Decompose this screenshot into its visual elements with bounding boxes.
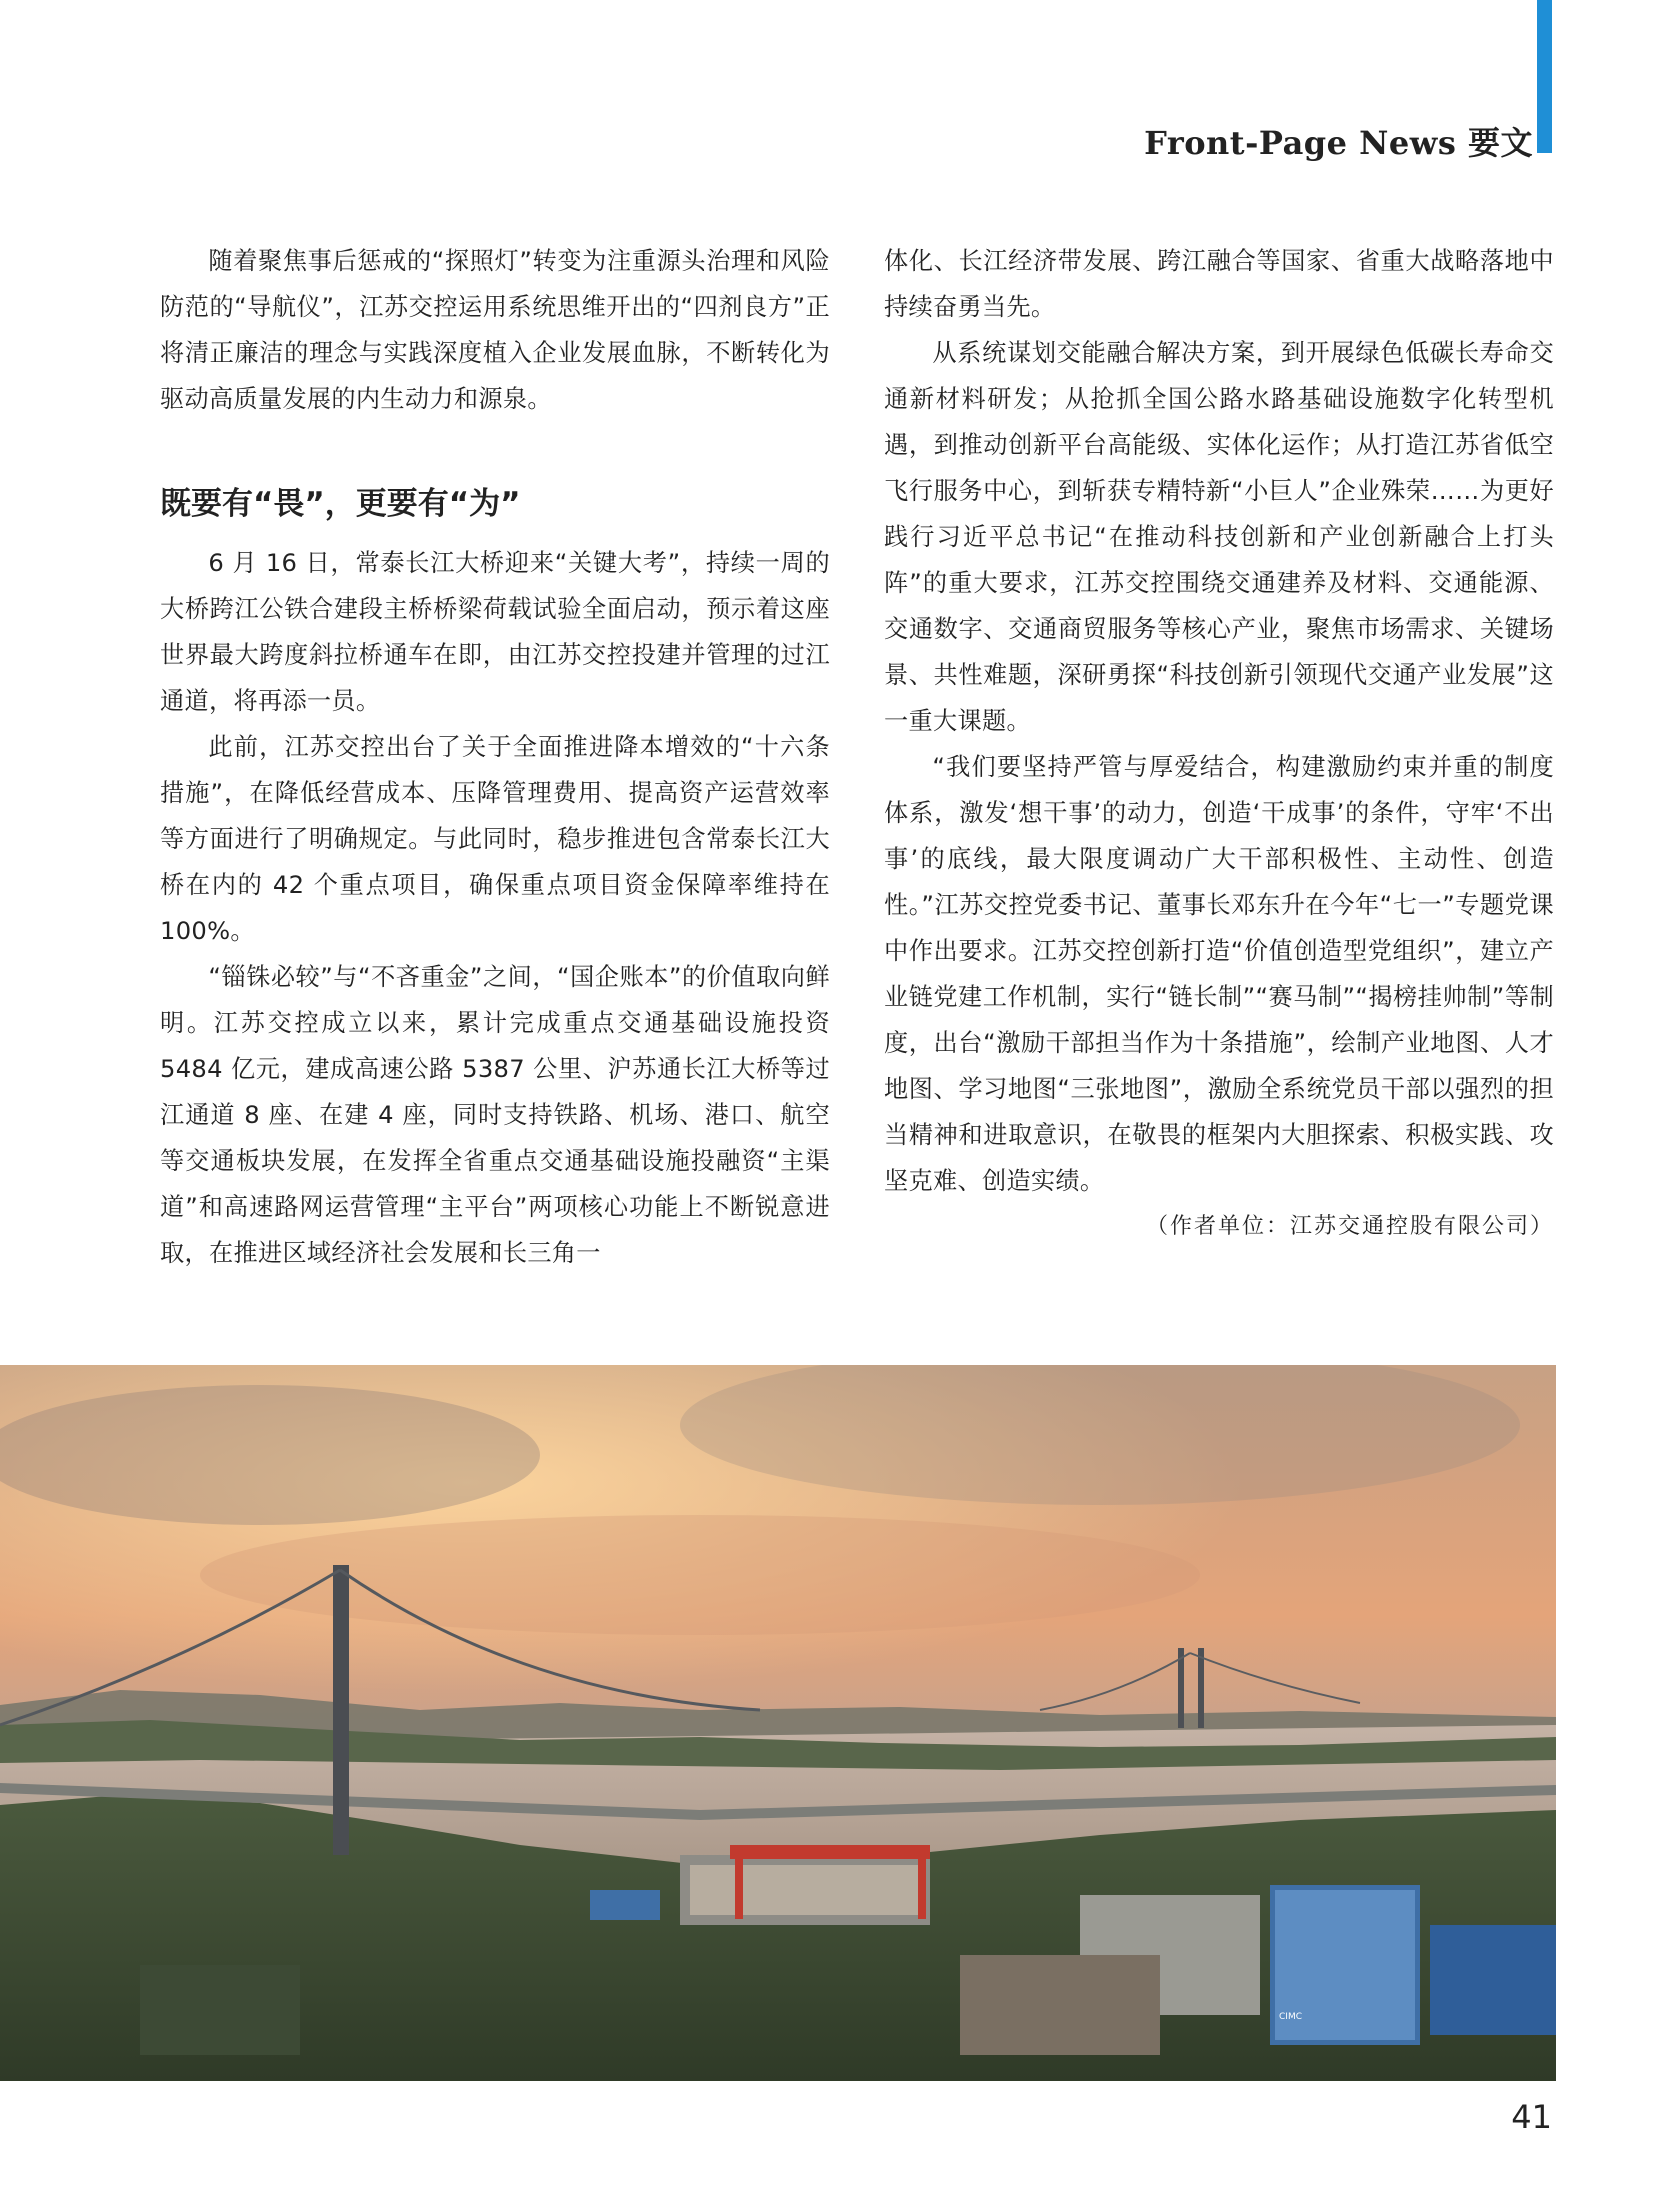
body-paragraph-4: 从系统谋划交能融合解决方案，到开展绿色低碳长寿命交通新材料研发；从抢抓全国公路水路基础设施数字化转型机遇，到推动创新平台高能级、实体化运作；从打造江苏省低空飞行服务中心，到斩获专精特新“小巨人”企业殊荣……为更好践行习近平总书记“在推动科技创新和产业创新融合上打头阵”的重大要求，江苏交控围绕交通建养及材料、交通能源、交通数字、交通商贸服务等核心产业，聚焦市场需求、关键场景、共性难题，深研勇探“科技创新引领现代交通产业发展”这一重大课题。 <box>884 339 1554 735</box>
section-header-label: Front-Page News 要文 <box>1144 124 1533 162</box>
ship-sign-text: CIMC <box>1279 2012 1302 2022</box>
body-paragraph-5: “我们要坚持严管与厚爱结合，构建激励约束并重的制度体系，激发‘想干事’的动力，创造‘干成事’的条件，守牢‘不出事’的底线，最大限度调动广大干部积极性、主动性、创造性。”江苏交控党委书记、董事长邓东升在今年“七一”专题党课中作出要求。江苏交控创新打造“价值创造型党组织”，建立产业链党建工作机制，实行“链长制”“赛马制”“揭榜挂帅制”等制度，出台“激励干部担当作为十条措施”，绘制产业地图、人才地图、学习地图“三张地图”，激励全系统党员干部以强烈的担当精神和进取意识，在敬畏的框架内大胆探索、积极实践、攻坚克难、创造实绩。 <box>884 753 1554 1195</box>
body-paragraph-2: 此前，江苏交控出台了关于全面推进降本增效的“十六条措施”，在降低经营成本、压降管理费用、提高资产运营效率等方面进行了明确规定。与此同时，稳步推进包含常泰长江大桥在内的 42 个重点项目，确保重点项目资金保障率维持在 100%。 <box>160 733 830 945</box>
header-accent-bar <box>1537 0 1552 153</box>
section-heading: 既要有“畏”，更要有“为” <box>160 486 521 522</box>
body-paragraph-1: 6 月 16 日，常泰长江大桥迎来“关键大考”，持续一周的大桥跨江公铁合建段主桥桥梁荷载试验全面启动，预示着这座世界最大跨度斜拉桥通车在即，由江苏交控投建并管理的过江通道，将再添一员。 <box>160 549 830 715</box>
intro-paragraph: 随着聚焦事后惩戒的“探照灯”转变为注重源头治理和风险防范的“导航仪”，江苏交控运用系统思维开出的“四剂良方”正将清正廉洁的理念与实践深度植入企业发展血脉，不断转化为驱动高质量发展的内生动力和源泉。 <box>160 247 830 413</box>
body-paragraph-3: “锱铢必较”与“不吝重金”之间，“国企账本”的价值取向鲜明。江苏交控成立以来，累计完成重点交通基础设施投资 5484 亿元，建成高速公路 5387 公里、沪苏通长江大桥等过江通道 8 座、在建 4 座，同时支持铁路、机场、港口、航空等交通板块发展，在发挥全省重点交通基础设施投融资“主渠道”和高速路网运营管理“主平台”两项核心功能上不断锐意进取，在推进区域经济社会发展和长三角一 <box>160 963 830 1267</box>
bridge-photo <box>0 1365 1556 2081</box>
author-byline: （作者单位：江苏交通控股有限公司） <box>1145 1214 1554 1239</box>
right-column <box>884 238 1554 1250</box>
continuation-paragraph: 体化、长江经济带发展、跨江融合等国家、省重大战略落地中持续奋勇当先。 <box>884 247 1554 321</box>
page-number: 41 <box>1511 2098 1552 2136</box>
left-column <box>160 238 830 1276</box>
